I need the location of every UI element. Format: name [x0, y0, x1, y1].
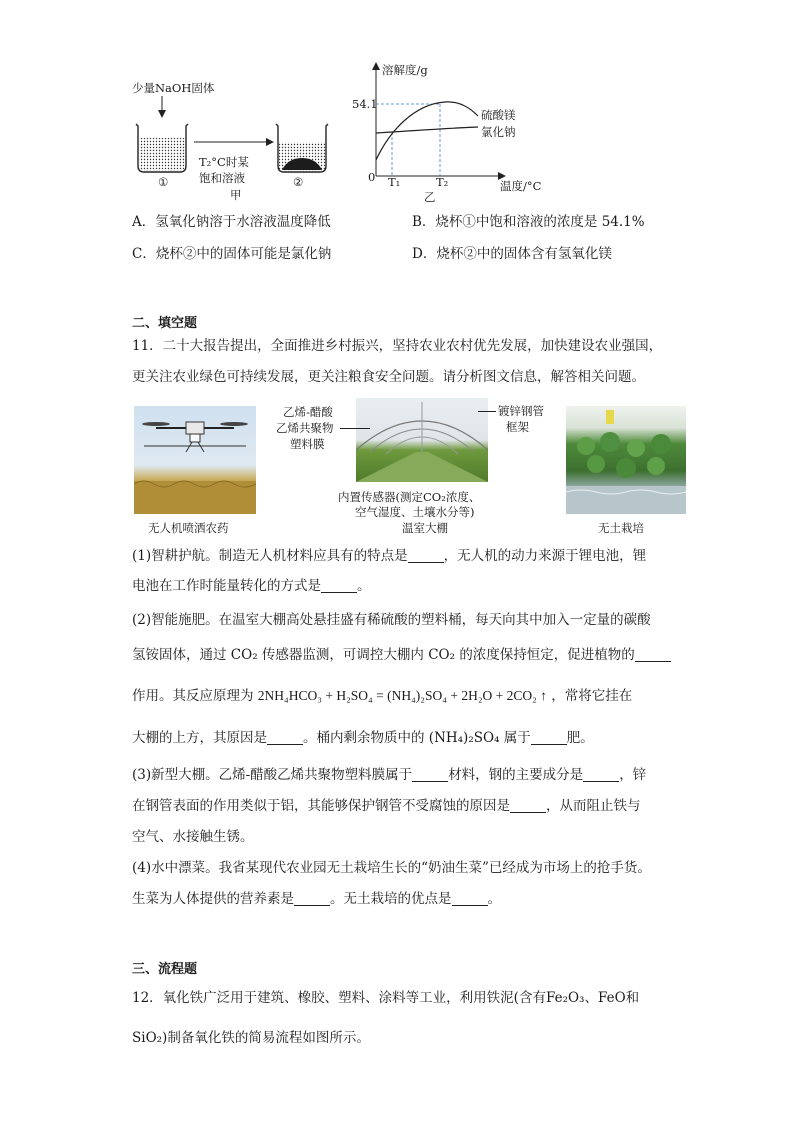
q11-intro-line2: 更关注农业绿色可持续发展，更关注粮食安全问题。请分析图文信息，解答相关问题。 — [132, 369, 645, 385]
q11-p2-text-e: ，常将它挂在 — [551, 688, 633, 704]
q11-intro-line1: 11．二十大报告提出，全面推进乡村振兴，坚持农业农村优先发展，加快建设农业强国， — [132, 338, 663, 354]
q11-p1-text-d: 。 — [357, 578, 371, 594]
t1-label: T₁ — [388, 175, 401, 189]
frame-label-1: 镀锌钢管 — [498, 404, 544, 418]
q12-line1 — [132, 988, 639, 1008]
q12-text-c: )制备氧化铁的简易流程如图所示。 — [162, 1030, 370, 1046]
film-pointer — [340, 428, 370, 429]
greenhouse-photo — [356, 398, 488, 482]
blank-2[interactable] — [321, 578, 357, 593]
q11-p4-text-c: 。 — [487, 891, 501, 907]
q11-part2-line2 — [132, 645, 671, 665]
q11-p3-text-b: 材料，钢的主要成分是 — [448, 767, 584, 783]
q11-part1-line2 — [132, 576, 371, 596]
y-axis-label: 溶解度/g — [382, 63, 428, 77]
option-c: C．烧杯②中的固体可能是氯化钠 — [132, 246, 332, 262]
q11-p2-text-c: 的浓度保持恒定，促进植物的 — [459, 647, 635, 663]
film-label-3: 塑料膜 — [290, 437, 325, 451]
arrow-label-1: T₂°C时某 — [199, 155, 249, 169]
section-title-process: 三、流程题 — [132, 962, 198, 977]
x-axis-label: 温度/°C — [500, 179, 542, 193]
option-d: D．烧杯②中的固体含有氢氧化镁 — [412, 246, 612, 262]
q11-p2-text-g: 。桶内剩余物质中的 — [303, 730, 425, 746]
q11-p1-text-b: ，无人机的动力来源于锂电池，锂 — [443, 548, 647, 564]
q11-part2-line1: (2)智能施肥。在温室大棚高处悬挂盛有稀硫酸的塑料桶，每天向其中加入一定量的碳酸 — [132, 612, 651, 628]
curve-mgso4-label: 硫酸镁 — [481, 108, 516, 122]
hydroponics-photo — [566, 406, 686, 514]
q11-p2-text-d: 作用。其反应原理为 — [132, 688, 254, 704]
origin-label: 0 — [368, 170, 376, 184]
drone-icon — [134, 406, 256, 514]
blank-1[interactable] — [408, 548, 444, 563]
beaker1-label: ① — [158, 175, 169, 189]
graph-caption: 乙 — [424, 190, 436, 204]
y-tick-54-1: 54.1 — [352, 97, 378, 111]
q12-text-a: 12．氧化铁广泛用于建筑、橡胶、塑料、涂料等工业，利用铁泥(含有 — [132, 990, 546, 1006]
hydroponics-caption: 无土栽培 — [598, 521, 644, 535]
q11-p3-text-c: ，锌 — [619, 767, 647, 783]
q12-text-b: 和 — [625, 990, 640, 1006]
t2-label: T₂ — [436, 175, 449, 189]
fe2o3-formula: Fe₂O₃ — [545, 990, 585, 1006]
blank-8[interactable] — [510, 798, 546, 813]
q11-p2-text-h: 属于 — [503, 730, 531, 746]
q11-p2-text-f: 大棚的上方，其原因是 — [132, 730, 267, 746]
blank-4[interactable] — [267, 730, 303, 745]
film-label-2: 乙烯共聚物 — [276, 421, 334, 435]
arrow-label-3: 甲 — [230, 188, 242, 202]
q11-p4-text-b: 。无土栽培的优点是 — [330, 891, 452, 907]
q11-p2-text-i: 肥。 — [566, 730, 594, 746]
blank-5[interactable] — [531, 730, 567, 745]
blank-10[interactable] — [452, 891, 488, 906]
q11-part3-line1 — [132, 765, 646, 785]
curve-nacl-label: 氯化钠 — [481, 125, 516, 139]
q11-part3-line3: 空气、水接触生锈。 — [132, 829, 254, 845]
greenhouse-caption: 温室大棚 — [402, 521, 448, 535]
feo-formula: FeO — [597, 990, 626, 1006]
frame-pointer — [478, 411, 496, 412]
q11-part1-line1 — [132, 546, 646, 566]
co2-formula-2: CO₂ — [428, 647, 456, 663]
blank-9[interactable] — [294, 891, 330, 906]
q12-separator: 、 — [584, 990, 598, 1006]
q11-p1-text-a: (1)智耕护航。制造无人机材料应具有的特点是 — [132, 548, 408, 564]
film-label-1: 乙烯-醋酸 — [283, 405, 333, 419]
q11-p3-text-a: (3)新型大棚。乙烯-醋酸乙烯共聚物塑料膜属于 — [132, 767, 413, 783]
arrow-label-2: 饱和溶液 — [199, 171, 245, 185]
option-b: B．烧杯①中饱和溶液的浓度是 54.1% — [412, 214, 645, 230]
q11-p3-text-e: ，从而阻止铁与 — [546, 798, 641, 814]
add-naoh-label: 少量NaOH固体 — [132, 81, 215, 95]
beaker2-label: ② — [293, 175, 304, 189]
sio2-formula: SiO₂ — [132, 1030, 163, 1046]
blank-6[interactable] — [412, 767, 448, 782]
q11-part4-line2 — [132, 889, 501, 909]
blank-7[interactable] — [583, 767, 619, 782]
reaction-equation: 2NH₄HCO₃ + H₂SO₄ = (NH₄)₂SO₄ + 2H₂O + 2CO₂ ↑ — [257, 688, 547, 703]
frame-label-2: 框架 — [506, 420, 529, 434]
blank-3[interactable] — [635, 647, 671, 662]
q11-p4-text-a: 生菜为人体提供的营养素是 — [132, 891, 294, 907]
section-title-fill-in: 二、填空题 — [132, 316, 198, 331]
q11-p2-text-b: 传感器监测，可调控大棚内 — [261, 647, 424, 663]
q11-p2-text-a: 氢铵固体，通过 — [132, 647, 227, 663]
drone-caption: 无人机喷洒农药 — [148, 521, 229, 535]
greenhouse-icon — [356, 398, 488, 482]
q11-part4-line1: (4)水中漂菜。我省某现代农业园无土栽培生长的“奶油生菜”已经成为市场上的抢手货。 — [132, 860, 651, 876]
q11-part2-line3 — [132, 686, 632, 706]
sensor-label-2: 空气湿度、土壤水分等) — [355, 505, 475, 519]
drone-photo — [134, 406, 256, 514]
q11-p1-text-c: 电池在工作时能量转化的方式是 — [132, 578, 321, 594]
q12-line2 — [132, 1028, 370, 1048]
hydroponics-icon — [566, 406, 686, 514]
co2-formula: CO₂ — [230, 647, 258, 663]
sensor-label-1: 内置传感器(测定CO₂浓度、 — [338, 490, 481, 504]
q11-p3-text-d: 在钢管表面的作用类似于铝，其能够保护钢管不受腐蚀的原因是 — [132, 798, 510, 814]
ammonium-sulfate-formula: (NH₄)₂SO₄ — [428, 730, 500, 746]
q11-part3-line2 — [132, 796, 641, 816]
option-a: A．氢氧化钠溶于水溶液温度降低 — [132, 214, 331, 230]
q11-part2-line4 — [132, 728, 594, 748]
